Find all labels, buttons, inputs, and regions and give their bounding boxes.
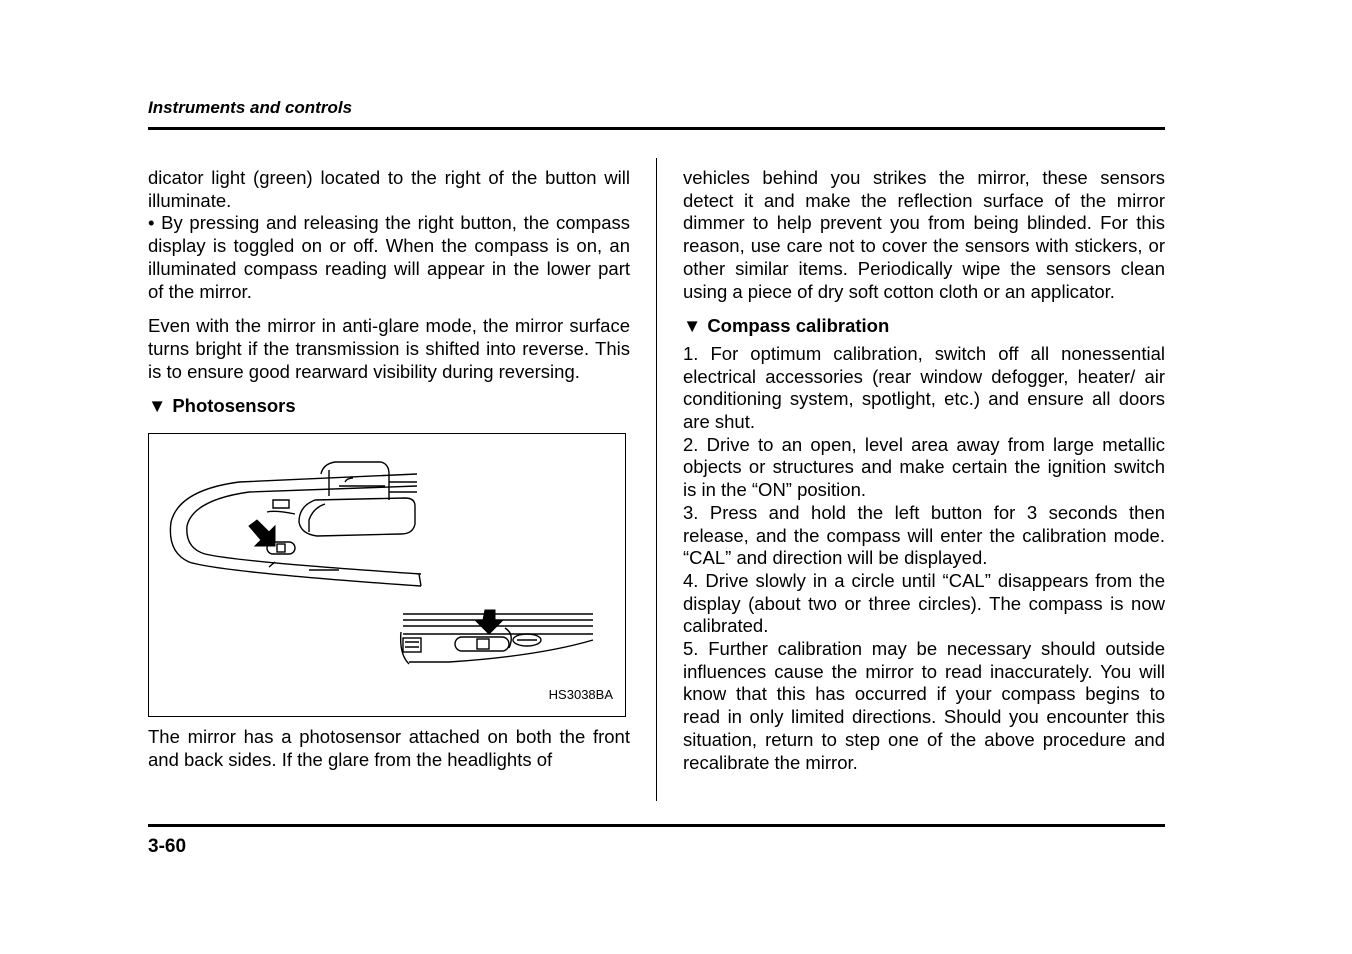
right-column (683, 167, 1165, 774)
arrow-icon (249, 520, 275, 546)
bullet-item (148, 212, 630, 303)
step-4: 4. Drive slowly in a circle until “CAL” disappears from the display (about two or three circles). The compass is now calibrated. (683, 569, 1165, 637)
footer-rule (148, 824, 1165, 827)
section-heading-compass-calibration (683, 315, 1165, 338)
mirror-drawing (149, 434, 625, 716)
step-3: 3. Press and hold the left button for 3 seconds then release, and the compass will enter the calibration mode. “CAL” and direction will be displayed. (683, 501, 1165, 569)
figure-code: HS3038BA (548, 687, 613, 703)
mirror-illustration (148, 433, 626, 717)
column-divider (656, 158, 657, 801)
heading-text: Photosensors (172, 395, 296, 417)
mirror-housing-inner (187, 486, 421, 574)
header-title: Instruments and controls (148, 98, 353, 117)
mirror-stem (299, 498, 415, 536)
paragraph: Even with the mirror in anti-glare mode, the mirror surface turns bright if the transmission is shifted into reverse. This is to ensure good rearward visibility during reversing. (148, 315, 630, 382)
paragraph: The mirror has a photosensor attached on both the front and back sides. If the glare from the headlights of (148, 726, 630, 770)
step-1: 1. For optimum calibration, switch off all nonessential electrical accessories (rear window defogger, heater/ air conditioning system, spotlight, etc.) and ensure all doors are shut. (683, 342, 1165, 433)
step-5: 5. Further calibration may be necessary should outside influences cause the mirror to read inaccurately. You will know that this has occurred if your compass begins to read in only limited directions. Should you encounter this situation, return to step one of the above procedure and recalibrate the mirror. (683, 638, 1165, 773)
triangle-down-icon: ▼ (683, 315, 702, 337)
left-column (148, 167, 630, 771)
paragraph: vehicles behind you strikes the mirror, these sensors detect it and make the reflection surface of the mirror dimmer to help prevent you from being blinded. For this reason, use care not to cover the sensors with stickers, or other similar items. Periodically wipe the sensors clean using a piece of dry soft cotton cloth or an applicator. (683, 167, 1165, 302)
paragraph: dicator light (green) located to the right of the button will illuminate. (148, 167, 630, 211)
header-rule (148, 127, 1165, 130)
heading-text: Compass calibration (707, 315, 890, 337)
page-number: 3-60 (148, 836, 187, 857)
step-2: 2. Drive to an open, level area away from large metallic objects or structures and make certain the ignition switch is in the “ON” position. (683, 433, 1165, 501)
section-heading-photosensors (148, 395, 630, 418)
bullet-icon: • (148, 212, 155, 234)
mirror-mount (321, 462, 389, 500)
bullet-text: By pressing and releasing the right button, the compass display is toggled on or off. When the compass is on, an illuminated compass reading will appear in the lower part of the mirror. (148, 212, 630, 302)
triangle-down-icon: ▼ (148, 395, 167, 417)
